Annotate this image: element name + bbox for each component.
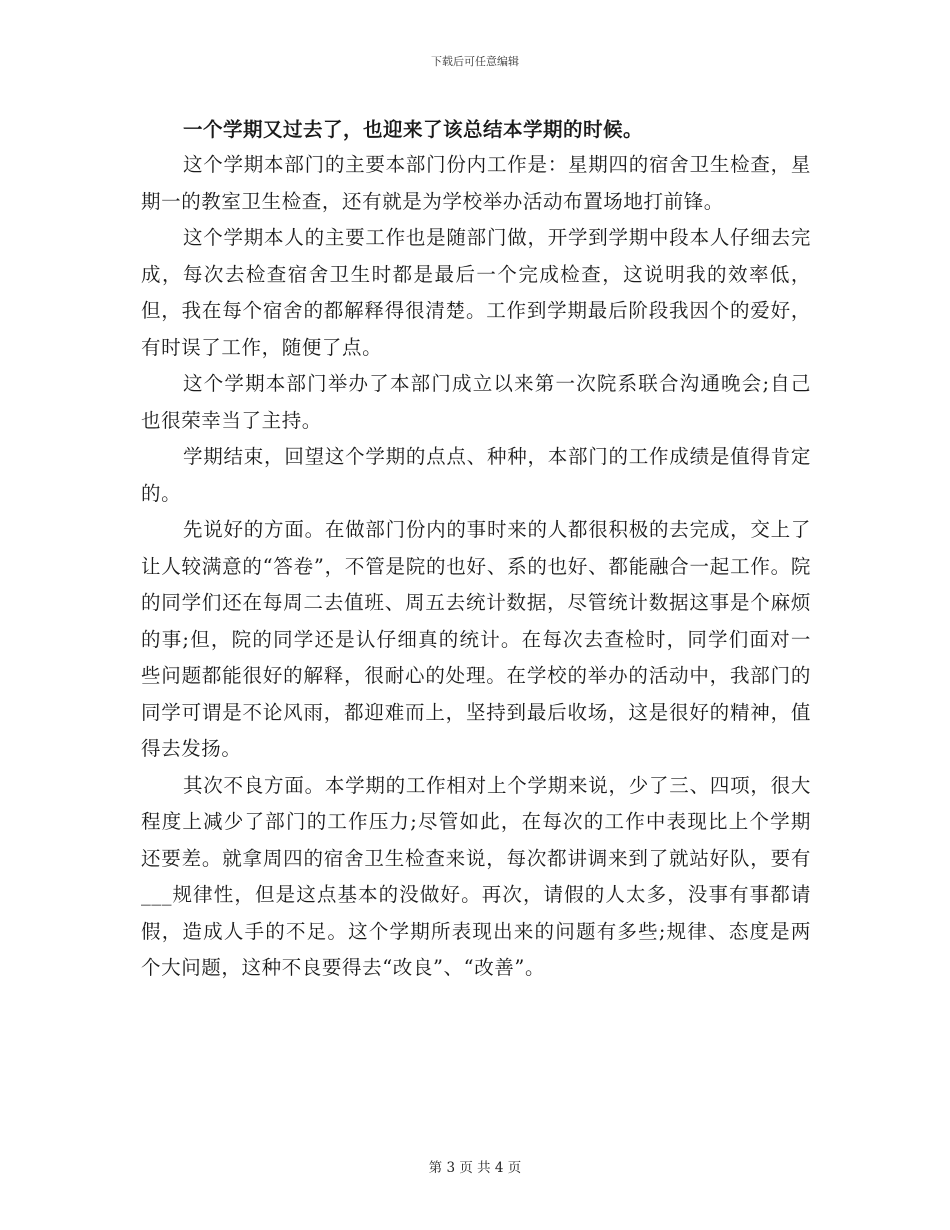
document-body <box>141 112 811 987</box>
paragraph-personal-work: 这个学期本人的主要工作也是随部门做，开学到学期中段本人仔细去完成，每次去检查宿舍卫生时都是最后一个完成检查，这说明我的效率低，但，我在每个宿舍的都解释得很清楚。工作到学期最后阶段我因个的爱好，有时误了工作，随便了点。 <box>141 226 811 359</box>
paragraph-evening-event: 这个学期本部门举办了本部门成立以来第一次院系联合沟通晚会;自己也很荣幸当了主持。 <box>141 372 811 432</box>
page-header-note: 下载后可任意编辑 <box>431 55 519 68</box>
page-number-footer: 第 3 页 共 4 页 <box>428 1160 522 1176</box>
document-heading: 一个学期又过去了，也迎来了该总结本学期的时候。 <box>183 118 644 141</box>
paragraph-duties: 这个学期本部门的主要本部门份内工作是：星期四的宿舍卫生检查，星期一的教室卫生检查，还有就是为学校举办活动布置场地打前锋。 <box>141 153 811 213</box>
paragraph-strengths: 先说好的方面。在做部门份内的事时来的人都很积极的去完成，交上了让人较满意的“答卷”，不管是院的也好、系的也好、都能融合一起工作。院的同学们还在每周二去值班、周五去统计数据，尽管统计数据这事是个麻烦的事;但，院的同学还是认仔细真的统计。在每次去查检时，同学们面对一些问题都能很好的解释，很耐心的处理。在学校的举办的活动中，我部门的同学可谓是不论风雨，都迎难而上，坚持到最后收场，这是很好的精神，值得去发扬。 <box>141 518 811 760</box>
paragraph-review: 学期结束，回望这个学期的点点、种种，本部门的工作成绩是值得肯定的。 <box>141 445 811 505</box>
paragraph-weaknesses: 其次不良方面。本学期的工作相对上个学期来说，少了三、四项，很大程度上减少了部门的工作压力;尽管如此，在每次的工作中表现比上个学期还要差。就拿周四的宿舍卫生检查来说，每次都讲调来到了就站好队，要有___规律性，但是这点基本的没做好。再次，请假的人太多，没事有事都请假，造成人手的不足。这个学期所表现出来的问题有多些;规律、态度是两个大问题，这种不良要得去“改良”、“改善”。 <box>141 773 811 979</box>
